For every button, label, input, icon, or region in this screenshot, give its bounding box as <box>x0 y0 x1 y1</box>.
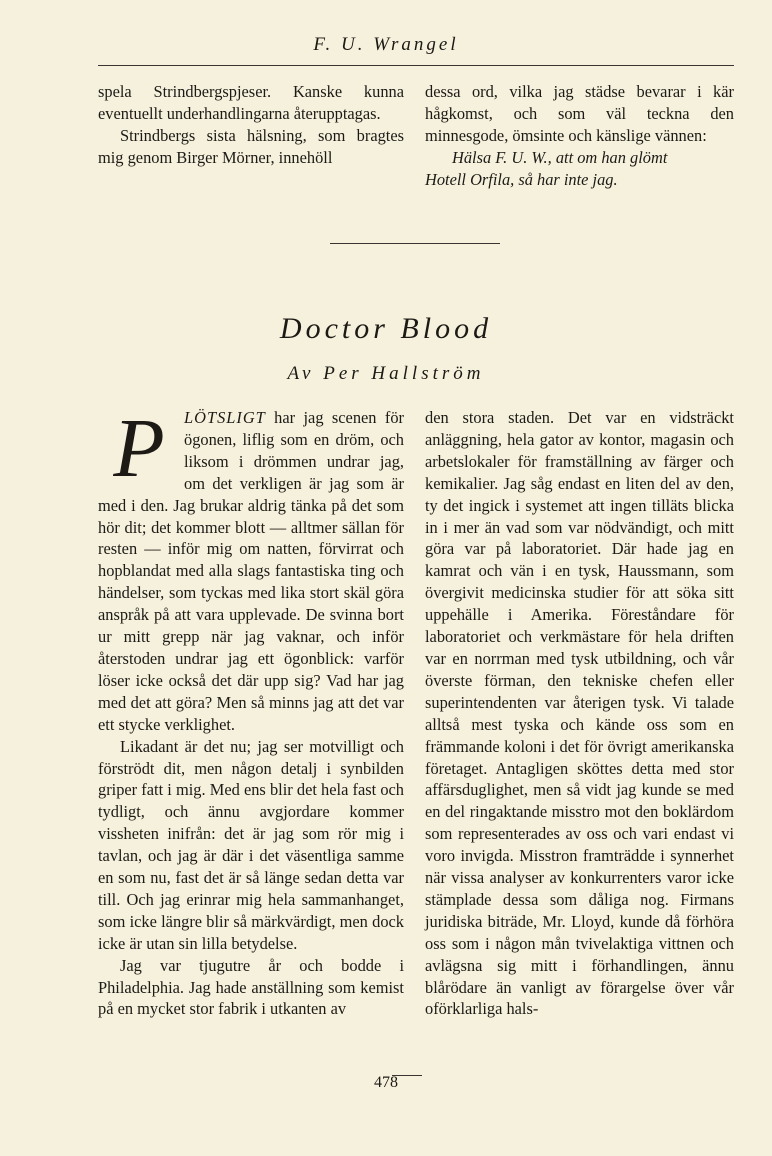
drop-cap: P <box>113 402 165 495</box>
signoff-quote <box>425 147 734 191</box>
article-paragraph <box>98 402 404 736</box>
article-paragraph: Likadant är det nu; jag ser motvilligt och förströdt dit, men någon detalj i synbilden griper fatt i mig. Med ens blir det hela fast och tydligt, och ännu avgjordare kommer vissheten inifrån: det är jag som rör mig i tavlan, och jag är där i det väsentliga samme en som nu, fast det är så länge sedan detta var till. Och jag erinrar mig hela sammanhanget, som icke längre blir så märkvärdigt, men dock icke är utan sin lilla betydelse. <box>98 736 404 953</box>
previous-article-paragraph: dessa ord, vilka jag städse bevarar i kär hågkomst, och som väl teckna den minnesgode, ömsinte och känslige vännen: <box>425 82 734 145</box>
previous-article-right-column <box>425 81 734 191</box>
article-paragraph: Jag var tjugutre år och bodde i Philadelphia. Jag hade anställning som kemist på en mycket stor fabrik i utkanten av <box>98 955 404 1019</box>
section-divider <box>330 243 500 244</box>
header-rule <box>98 65 734 66</box>
running-head: F. U. Wrangel <box>313 34 459 55</box>
article-byline: Av Per Hallström <box>287 363 485 384</box>
article-paragraph: den stora staden. Det var en vidsträckt anläggning, hela gator av kontor, magasin och arbetslokaler för framställning av färger och kemikalier. Jag såg endast en liten del av den, ty det ingick i systemet att ingen tilläts blicka in i mer än vad som var nödvändigt, och mitt göra var på laboratoriet. Där hade jag en kamrat och vän i en tysk, Haussmann, som övergivit medicinska studier för att söka sitt uppehälle i Amerika. Föreståndare för laboratoriet och verkmästare för hela driften var en norrman med tysk utbildning, och vår överste förman, den tekniske chefen eller superintendenten var återigen tysk. Vi talade alltså mest tyska och kände oss som en främmande koloni i det för övrigt amerikanska företaget. Antagligen sköttes detta med stor affärsduglighet, men så vidt jag kunde se med en del ringaktande misstro mot den boklärdom som representerades av oss och vari endast vi voro invigda. Misstron framträdde i synnerhet när vissa analyser av konkurrenters varor icke stämplade dessa som dåliga nog. Firmans juridiska biträde, Mr. Lloyd, kunde då förhöra oss som i någon mån tvivelaktiga vittnen och avlägsna sig mitt i förhandlingen, ännu blårödare än vanligt av förargelse över vår oförklarliga hals- <box>425 408 734 1019</box>
signoff-line: Hotell Orfila, så har inte jag. <box>425 169 618 189</box>
paragraph-text: har jag scenen för ögonen, liflig som en dröm, och liksom i drömmen undrar jag, om det verkligen är jag som är med i den. Jag brukar aldrig tänka på det som hör dit; det kommer blott — alltmer sällan för resten — inför mig om natten, förvirrat och hopblandat med alla slags fantastiska ting och händelser, som tyckas med lika stort skäl göra anspråk på att vara upplevade. De svinna bort ur mitt grepp när jag vaknar, och inför återstoden undrar jag ett ögonblick: varför löser icke också det där upp sig? Vad har jag med det att göra? Men så minns jag att det var ett stycke verklighet. <box>98 408 404 734</box>
opening-word: LÖTSLIGT <box>184 408 266 427</box>
article-title: Doctor Blood <box>279 312 493 345</box>
previous-article-paragraph: spela Strindbergspjeser. Kanske kunna eventuellt underhandlingarna återupptagas. <box>98 82 404 123</box>
signoff-line: Hälsa F. U. W., att om han glömt <box>452 147 668 167</box>
article-right-column <box>425 407 734 1020</box>
page-number: 478 <box>374 1074 398 1091</box>
article-left-column <box>98 402 404 1020</box>
previous-article-left-column <box>98 81 404 169</box>
previous-article-paragraph: Strindbergs sista hälsning, som bragtes mig genom Birger Mörner, innehöll <box>98 125 404 167</box>
